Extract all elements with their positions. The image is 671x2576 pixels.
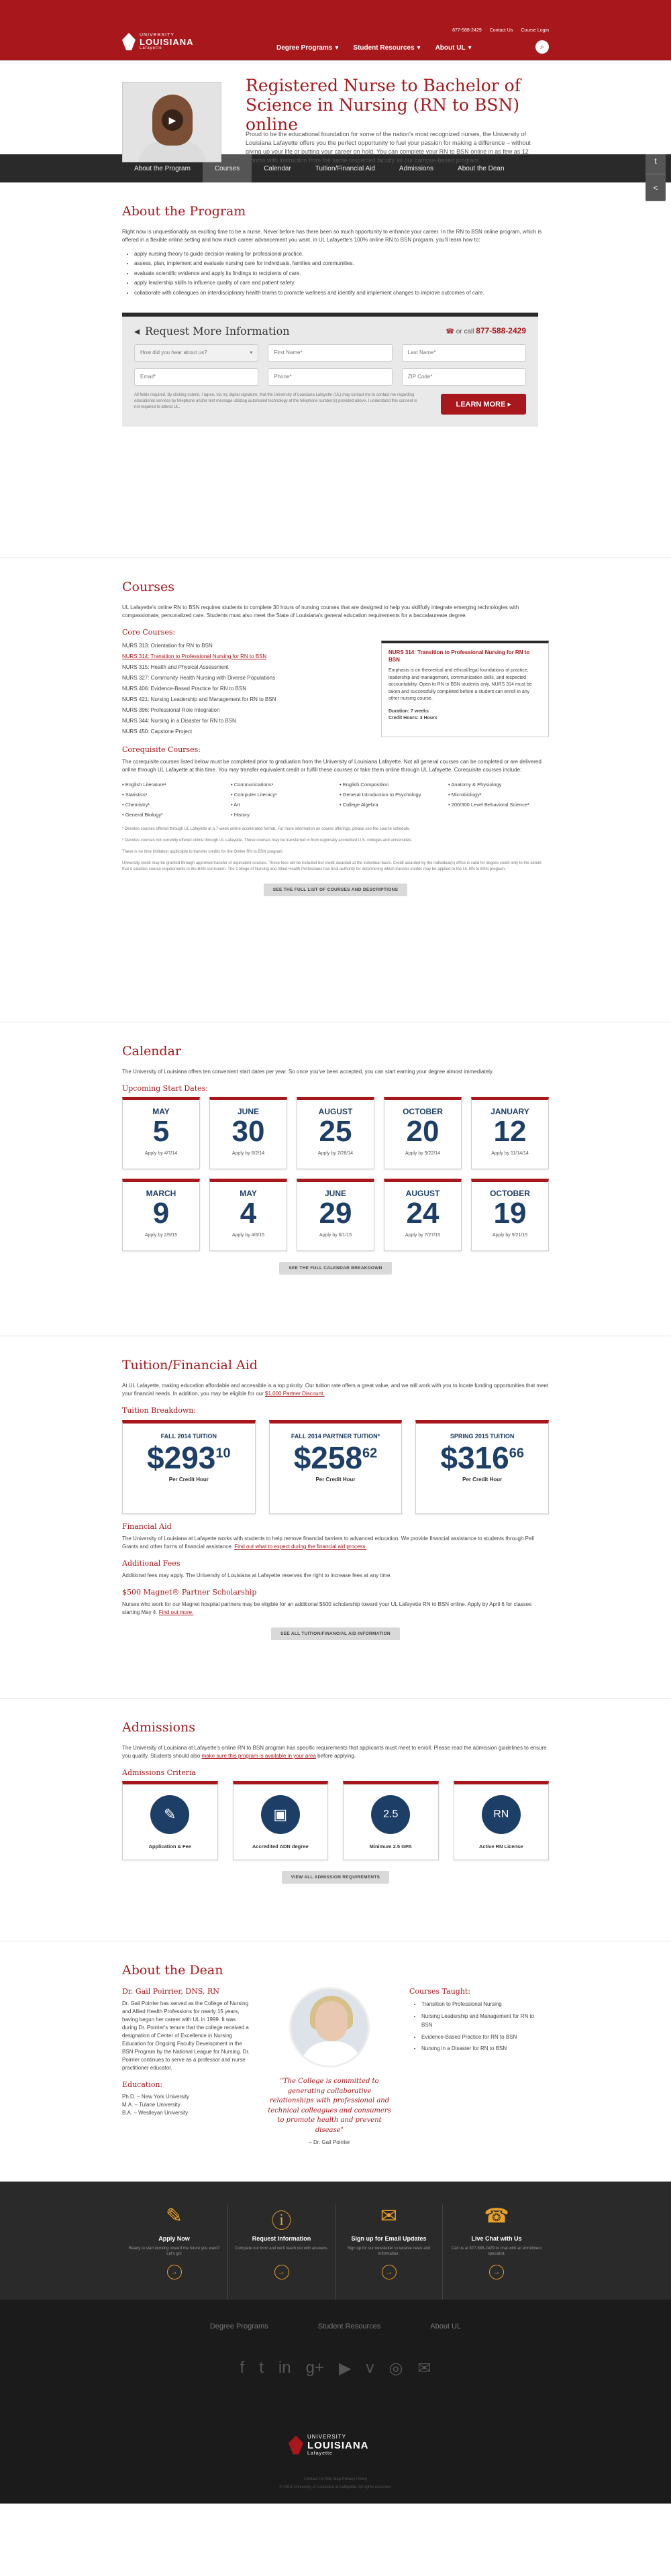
form-title-text: Request More Information — [145, 324, 290, 337]
coreq-col — [231, 780, 331, 820]
tuition-section — [0, 1336, 671, 1699]
chevron-left-icon: ◂ — [134, 324, 140, 337]
course-detail-card — [381, 641, 549, 737]
criteria-card — [122, 1781, 218, 1860]
list-item: • Chemistry¹ — [122, 802, 150, 808]
cta-sub: Sign up for our newsletter to receive news and information. — [347, 2247, 431, 2257]
courses-taught-column — [409, 1987, 537, 2145]
coreq-course: General Biology¹ — [125, 812, 163, 818]
tuition-unit: Per Credit Hour — [462, 1477, 503, 1483]
list-item: • Evidence-Based Practice for RN to BSN — [421, 2033, 537, 2042]
coreq-course: Microbiology¹ — [451, 792, 482, 798]
tuition-card — [122, 1420, 256, 1514]
license-icon: RN — [482, 1795, 521, 1834]
chevron-down-icon: ▾ — [468, 44, 472, 52]
form-title — [134, 325, 290, 337]
financial-aid-title: Financial Aid — [122, 1522, 172, 1531]
logo-line-3: Lafayette — [140, 46, 162, 50]
criteria-card — [454, 1781, 550, 1860]
play-icon[interactable]: ▶ — [162, 109, 183, 131]
cta-label: Request Information — [252, 2235, 311, 2242]
arrow-right-icon[interactable]: → — [382, 2265, 397, 2279]
phone-number: 877-588-2429 — [476, 326, 526, 336]
day: 24 — [406, 1197, 440, 1230]
coreq-col — [448, 780, 549, 820]
chevron-down-icon: ▾ — [250, 350, 253, 356]
apply-by: Apply by 4/6/15 — [231, 1233, 265, 1238]
day: 4 — [240, 1197, 257, 1230]
about-bullets — [134, 250, 549, 298]
zip-field[interactable]: ZIP Code* — [402, 368, 526, 386]
site-header — [0, 0, 671, 60]
education-item: B.A. – Weslleyan University — [122, 2110, 189, 2116]
tuition-card — [415, 1420, 549, 1514]
tab-courses[interactable]: Courses — [203, 154, 252, 182]
tuition-dollars: $316 — [440, 1440, 509, 1475]
cta-label: Apply Now — [158, 2235, 190, 2242]
chevron-down-icon: ▾ — [417, 44, 421, 52]
phone-icon: ☎ — [446, 328, 455, 336]
admissions-title: Admissions — [122, 1720, 195, 1735]
portrait-body — [301, 2041, 362, 2068]
arrow-right-icon[interactable]: → — [274, 2265, 289, 2279]
tuition-card — [269, 1420, 403, 1514]
utility-login[interactable]: Course Login — [521, 28, 549, 33]
form-phone[interactable] — [446, 326, 526, 335]
coreq-grid — [122, 780, 549, 820]
footnote: ¹ Denotes courses offered through UL Lafayette at a 7-week online accelerated format. For more information on course offerings, please see the course schedule. — [122, 827, 411, 831]
apply-by: Apply by 6/2/14 — [231, 1151, 265, 1157]
course-link[interactable]: NURS 450: Capstone Project — [122, 729, 193, 735]
chevron-down-icon: ▾ — [335, 44, 339, 52]
apply-by: Apply by 2/9/15 — [144, 1233, 178, 1238]
month: JUNE — [237, 1107, 259, 1116]
list-item: • General Biology¹ — [122, 812, 163, 818]
list-item: • Transition to Professional Nursing — [421, 2000, 537, 2009]
tuition-boxes — [122, 1420, 549, 1514]
tuition-cents: 10 — [215, 1446, 231, 1461]
list-item: • College Algebra — [340, 802, 378, 808]
dean-signature: – Dr. Gail Poirrier — [309, 2139, 350, 2145]
twitter-icon[interactable]: t — [646, 148, 666, 174]
footer-link[interactable]: Student Resources — [317, 2322, 381, 2330]
list-item: • General Introduction to Psychology — [340, 792, 421, 798]
magnet-title: $500 Magnet® Partner Scholarship — [122, 1588, 257, 1597]
cta-email-updates[interactable] — [336, 2204, 443, 2300]
hero-video[interactable] — [122, 82, 221, 162]
financial-aid-link[interactable]: Find out what to expect during the financial aid process. — [234, 1544, 367, 1550]
tab-calendar[interactable]: Calendar — [264, 164, 291, 172]
cta-sub: Ready to start working toward the future you want? Let's go! — [128, 2247, 220, 2257]
coreq-course: Computer Literacy¹ — [234, 792, 277, 798]
gpa-icon: 2.5 — [371, 1795, 410, 1834]
fleur-de-lis-icon — [122, 33, 136, 50]
email-field[interactable]: Email* — [134, 368, 258, 386]
cta-sub: Complete our form and we'll reach out with answers. — [234, 2247, 329, 2251]
envelope-icon: ✉ — [380, 2205, 398, 2227]
select-value: How did you hear about us? — [140, 350, 207, 356]
list-item: • English Composition — [340, 782, 389, 788]
instagram-icon[interactable]: ◎ — [389, 2359, 403, 2377]
coreq-course: College Algebra — [342, 802, 378, 808]
phone-prefix: or call — [456, 328, 474, 336]
financial-aid-wrap — [122, 1535, 549, 1551]
about-title: About the Program — [122, 204, 246, 219]
footnote: ² Denotes courses not currently offered online through UL Lafayette. These courses may be transferred in from regionally accredited U.S. colleges and universities. — [122, 839, 413, 843]
logo-line-1: UNIVERSITY — [307, 2434, 347, 2440]
tuition-cents: 66 — [509, 1446, 524, 1461]
calendar-intro: The University of Louisiana offers ten convenient start dates per year. So once you've been accepted, you can start earning your degree almost immediately. — [122, 1069, 494, 1075]
coreq-label: Corequisite Courses: — [122, 745, 201, 754]
start-date-card — [384, 1179, 462, 1251]
start-dates-label: Upcoming Start Dates: — [122, 1084, 209, 1093]
cta-sub: Call us at 877-588-2429 or chat with an enrollment specialist. — [451, 2247, 542, 2257]
about-section — [0, 182, 671, 558]
month: MARCH — [146, 1189, 176, 1198]
main-nav — [276, 44, 472, 52]
tuition-cents: 62 — [362, 1446, 378, 1461]
arrow-right-icon[interactable]: → — [167, 2265, 182, 2279]
dean-quote-column — [266, 1987, 393, 2145]
logo-line-2: LOUISIANA — [307, 2440, 369, 2451]
utility-links — [452, 28, 549, 33]
request-info-form — [122, 313, 538, 427]
footnote: University credit may be granted through approved transfer of equivalent courses. These fees will be included but credit awarded at the individual basis. Credit awarded by the individual(s) office is valid for degree credit only to the extent that it satisfies course requirements in the BSN curriculum. The College of Nursing and Allied Health Professions has final authority for determining which transfer credits may be applied to the UL RN to BSN program. — [122, 861, 541, 871]
tuition-unit: Per Credit Hour — [315, 1477, 356, 1483]
courses-taught-title: Courses Taught: — [409, 1987, 471, 1996]
coreq-course: General Introduction to Psychology — [342, 792, 421, 798]
list-item: • History — [231, 812, 250, 818]
tab-admissions[interactable]: Admissions — [399, 164, 434, 172]
admission-requirements-button[interactable]: VIEW ALL ADMISSION REQUIREMENTS — [282, 1871, 390, 1884]
footer-legal-links[interactable]: Contact Us Site Map Privacy Policy — [303, 2477, 368, 2481]
apply-by: Apply by 6/1/15 — [319, 1233, 352, 1238]
education-title: Education: — [122, 2080, 163, 2089]
core-courses-label: Core Courses: — [122, 628, 176, 637]
share-icon[interactable]: < — [646, 174, 666, 201]
admissions-section — [0, 1699, 671, 1941]
start-date-card — [297, 1097, 374, 1169]
apply-by: Apply by 7/27/15 — [405, 1233, 441, 1238]
copyright — [0, 2475, 671, 2491]
list-item: • Anatomy & Physiology — [448, 782, 502, 788]
dean-bio: Dr. Gail Poirrier has served as the College of Nursing and Allied Health Professions for nearly 15 years, having begun her career with UL in 1999. It was during Dr. Poirrier's tenure that the college received a designation of Center of Excellence in Nursing Education for Ongoing Faculty Development in the BSN Program by the National League for Nursing. Dr. Poirrier continues to serve as a professor and nurse practitioner educator. — [122, 2000, 250, 2071]
month: AUGUST — [405, 1189, 440, 1198]
start-date-card — [209, 1179, 287, 1251]
dean-title: About the Dean — [122, 1963, 223, 1978]
coreq-course: Communications¹ — [234, 782, 274, 788]
criteria-label: Application & Fee — [148, 1843, 191, 1849]
cta-label: Sign up for Email Updates — [351, 2235, 427, 2242]
admissions-criteria-label: Admissions Criteria — [122, 1768, 197, 1777]
day: 29 — [319, 1197, 352, 1230]
availability-link[interactable]: make sure this program is available in your area — [201, 1753, 316, 1759]
start-date-card — [122, 1097, 200, 1169]
apply-by: Apply by 4/7/14 — [144, 1151, 178, 1157]
magnet-wrap — [122, 1601, 549, 1617]
list-item: • Nursing in a Disaster for RN to BSN — [421, 2044, 537, 2053]
site-logo[interactable] — [122, 30, 203, 54]
criteria-card — [233, 1781, 329, 1860]
nav-degree-programs[interactable] — [276, 44, 338, 52]
tab-about-dean[interactable]: About the Dean — [458, 164, 505, 172]
admissions-intro: The University of Louisiana at Lafayette's online RN to BSN program has specific requirements that applicants must meet to enroll. Please read the admission guidelines to ensure you qualify. Students should also — [122, 1745, 547, 1759]
list-item: • evaluate scientific evidence and apply its findings to recipients of care. — [134, 269, 549, 278]
partner-discount-link[interactable]: $1,000 Partner Discount. — [265, 1391, 325, 1397]
start-date-grid — [122, 1097, 549, 1251]
fleur-de-lis-icon — [289, 2436, 303, 2455]
calendar-title: Calendar — [122, 1044, 181, 1059]
education-item: Ph.D. – New York University — [122, 2094, 190, 2100]
list-item: • Microbiology¹ — [448, 792, 482, 798]
month: OCTOBER — [403, 1107, 443, 1116]
list-item: • Art — [231, 802, 240, 808]
cta-request-info[interactable] — [228, 2204, 336, 2300]
apply-by: Apply by 7/28/14 — [317, 1151, 354, 1157]
core-course-list — [122, 641, 368, 737]
courses-section — [0, 558, 671, 1022]
footer-link[interactable]: About UL — [430, 2322, 462, 2330]
tuition-unit: Per Credit Hour — [168, 1477, 209, 1483]
utility-contact[interactable]: Contact Us — [489, 28, 513, 33]
tuition-breakdown-label: Tuition Breakdown: — [122, 1406, 197, 1415]
tuition-amount — [270, 1440, 402, 1477]
start-date-card — [384, 1097, 462, 1169]
day: 30 — [231, 1115, 265, 1148]
month: JANUARY — [491, 1107, 529, 1116]
tuition-intro-wrap — [122, 1382, 549, 1398]
footnote: These is no time limitation applicable to transfer credits for the Online RN to BSN program. — [122, 850, 284, 854]
day: 20 — [406, 1115, 440, 1148]
tuition-term: FALL 2014 PARTNER TUITION* — [291, 1433, 380, 1440]
form-disclaimer: All fields required. By clicking submit, I agree, via my digital signature, that the University of Louisiana Lafayette (UL) may contact me to contact me regarding educational services by telephone and/or text message utilizing automated technology at the telephone number(s) provided above. I understand this consent is not required to attend UL. — [134, 392, 417, 409]
start-date-card — [471, 1097, 549, 1169]
day: 5 — [152, 1115, 170, 1148]
coreq-course: Statistics¹ — [125, 792, 148, 798]
start-date-card — [122, 1179, 200, 1251]
criteria-label: Minimum 2.5 GPA — [369, 1843, 412, 1849]
utility-phone[interactable]: 877-588-2429 — [452, 28, 482, 33]
tuition-intro: At UL Lafayette, making education affordable and accessible is a top priority. Our tuition rate offers a great value, and we will work with you to locate funding opportunities that meet your financial needs. In addition, you may be eligible for our — [122, 1383, 549, 1397]
month: OCTOBER — [490, 1189, 530, 1198]
list-item: • 200/300 Level Behavioral Science¹ — [448, 802, 529, 808]
dean-bio-column — [122, 1987, 250, 2145]
list-item: • apply leadership skills to influence quality of care and patient safety. — [134, 278, 549, 288]
coreq-col — [340, 780, 440, 820]
last-name-field[interactable]: Last Name* — [402, 344, 526, 362]
course-link[interactable]: NURS 396: Professional Role Integration — [122, 707, 220, 713]
tuition-term: FALL 2014 TUITION — [160, 1433, 217, 1440]
tab-tuition[interactable]: Tuition/Financial Aid — [315, 164, 375, 172]
apply-by: Apply by 9/22/14 — [405, 1151, 441, 1157]
course-detail-body: Emphasis is on theoretical and ethical/legal foundations of practice, leadership and management, communication skills, and respected accountability. Open to RN to BSN students only. NURS 314 must be taken and successfully completed before a student can enroll in any other nursing course. — [389, 668, 532, 702]
social-links — [0, 2330, 671, 2378]
additional-fees-body: Additional fees may apply. The University of Louisiana at Lafayette reserves the right to increase fees at any time. — [122, 1572, 392, 1578]
month: MAY — [152, 1107, 170, 1116]
dean-portrait — [289, 1987, 370, 2068]
course-link[interactable]: NURS 314: Transition to Professional Nursing for RN to BSN — [122, 653, 267, 659]
dean-section — [0, 1941, 671, 2182]
footer-logo[interactable] — [289, 2434, 369, 2456]
magnet-link[interactable]: Find out more. — [158, 1609, 194, 1615]
referral-select[interactable] — [134, 344, 258, 362]
coreq-course: Chemistry¹ — [125, 802, 150, 808]
arrow-right-icon[interactable]: → — [489, 2265, 504, 2279]
day: 9 — [152, 1197, 170, 1230]
email-icon[interactable]: ✉ — [417, 2359, 431, 2377]
about-intro: Right now is unquestionably an exciting time to be a nurse. Never before has there been so much opportunity to enhance your career. In the RN to BSN online program, which is offered in a flexible online setting and how much career advancement you want, in UL Lafayette's 100% online RN to BSN program, you'll learn how to: — [122, 229, 542, 243]
tuition-term: SPRING 2015 TUITION — [450, 1433, 515, 1440]
coreq-col — [122, 780, 223, 820]
list-item: • Statistics¹ — [122, 792, 148, 798]
site-footer — [0, 2300, 671, 2504]
logo-line-3: Lafayette — [307, 2451, 333, 2456]
tuition-dollars: $258 — [293, 1440, 363, 1475]
twitter-icon[interactable]: t — [259, 2359, 264, 2377]
day: 12 — [493, 1115, 527, 1148]
nav-label: About UL — [435, 44, 466, 52]
list-item: • Communications¹ — [231, 782, 274, 788]
headset-icon: ☎ — [484, 2205, 509, 2227]
month: MAY — [240, 1189, 257, 1198]
logo-line-1: UNIVERSITY — [140, 33, 175, 38]
admissions-criteria — [122, 1781, 549, 1860]
phone-field[interactable]: Phone* — [268, 368, 392, 386]
cta-label: Live Chat with Us — [471, 2235, 522, 2242]
footer-link[interactable]: Degree Programs — [209, 2322, 268, 2330]
hero — [0, 60, 671, 164]
copyright-text: © 2014 University of Louisiana at Lafayette. All rights reserved. — [279, 2485, 392, 2489]
facebook-icon[interactable]: f — [240, 2359, 245, 2377]
list-item: • assess, plan, implement and evaluate nursing care for individuals, families and communities. — [134, 259, 549, 268]
month: AUGUST — [318, 1107, 353, 1116]
footer-links — [0, 2300, 671, 2330]
criteria-label: Active RN License — [479, 1843, 523, 1849]
tuition-title: Tuition/Financial Aid — [122, 1358, 258, 1373]
linkedin-icon[interactable]: in — [278, 2359, 291, 2377]
cta-live-chat[interactable] — [443, 2204, 550, 2300]
apply-by: Apply by 9/21/15 — [492, 1233, 528, 1238]
nav-about-ul[interactable] — [435, 44, 472, 52]
course-detail-title: NURS 314: Transition to Professional Nursing for RN to BSN — [389, 649, 530, 663]
list-item: • Nursing Leadership and Management for RN to BSN — [421, 2012, 537, 2030]
admissions-intro-end: before applying. — [317, 1753, 356, 1759]
apply-by: Apply by 11/14/14 — [491, 1151, 529, 1157]
magnet-body: Nurses who work for our Magnet hospital partners may be eligible for an additional $500 scholarship toward your UL Lafayette RN to BSN online. Apply by April 6 for classes starting May 4. — [122, 1601, 532, 1615]
learn-more-button[interactable]: LEARN MORE ▸ — [441, 394, 526, 415]
course-credit: Credit Hours: 3 Hours — [389, 716, 437, 721]
youtube-icon[interactable]: ▶ — [338, 2359, 352, 2377]
diploma-icon: ▣ — [261, 1795, 300, 1834]
day: 19 — [493, 1197, 527, 1230]
cta-apply[interactable] — [121, 2204, 228, 2300]
tuition-dollars: $293 — [147, 1440, 216, 1475]
coreq-course: Anatomy & Physiology — [451, 782, 502, 788]
course-link[interactable]: NURS 327: Community Health Nursing with Diverse Populations — [122, 675, 276, 681]
coreq-course: History — [234, 812, 250, 818]
additional-fees-title: Additional Fees — [122, 1559, 180, 1568]
coreq-course: 200/300 Level Behavioral Science¹ — [451, 802, 529, 808]
cta-bar — [0, 2182, 671, 2300]
course-link[interactable]: NURS 344: Nursing in a Disaster for RN to BSN — [122, 718, 236, 724]
coreq-course: English Composition — [342, 782, 389, 788]
first-name-field[interactable]: First Name* — [268, 344, 392, 362]
full-calendar-button[interactable]: SEE THE FULL CALENDAR BREAKDOWN — [279, 1262, 391, 1275]
google-plus-icon[interactable]: g+ — [305, 2359, 324, 2377]
education-item: M.A. – Tulane University — [122, 2102, 180, 2108]
nav-label: Student Resources — [353, 44, 415, 52]
list-item: • Computer Literacy¹ — [231, 792, 277, 798]
start-date-card — [297, 1179, 374, 1251]
admissions-intro-wrap — [122, 1744, 549, 1760]
day: 25 — [319, 1115, 352, 1148]
portrait-face — [315, 2001, 348, 2041]
criteria-label: Accredited ADN degree — [252, 1843, 309, 1849]
criteria-card — [343, 1781, 439, 1860]
course-link[interactable]: NURS 313: Orientation for RN to BSN — [122, 643, 213, 649]
start-date-card — [471, 1179, 549, 1251]
nav-label: Degree Programs — [276, 44, 333, 52]
course-link[interactable]: NURS 315: Health and Physical Assessment — [122, 664, 229, 670]
tuition-amount — [416, 1440, 548, 1477]
financial-aid-body: The University of Louisiana at Lafayette works with students to help remove financial barriers to advanced education. We provide financial assistance to students through Pell Grants and other forms of financial assistance. — [122, 1536, 534, 1550]
tab-about-program[interactable]: About the Program — [134, 164, 191, 172]
full-course-list-button[interactable]: SEE THE FULL LIST OF COURSES AND DESCRIPTIONS — [264, 883, 408, 896]
courses-title: Courses — [122, 580, 175, 594]
coreq-course: Art — [234, 802, 240, 808]
coreq-intro: The corequisite courses listed below must be completed prior to graduation from the University of Louisiana Lafayette. Not all general courses can be completed or are delivered online through UL Lafayette at this time. You may transfer equivalent credit or fulfill these courses or take them online through UL Lafayette. Corequisite courses include: — [122, 759, 541, 773]
application-icon: ✎ — [150, 1795, 189, 1834]
calendar-section — [0, 1022, 671, 1336]
info-icon: ⓘ — [271, 2210, 292, 2233]
courses-intro: UL Lafayette's online RN to BSN requires students to complete 30 hours of nursing courses that are designed to help you skillfully integrate emerging technologies with compassionate, personalized care. Students must also meet the State of Louisiana's general education requirements for a baccalaureate degree. — [122, 604, 519, 619]
course-duration: Duration: 7 weeks — [389, 708, 429, 714]
tuition-amount — [123, 1440, 255, 1477]
nav-student-resources[interactable] — [353, 44, 420, 52]
dean-name: Dr. Gail Poirrier, DNS, RN — [122, 1987, 219, 1996]
page-title: Registered Nurse to Bachelor of Science in Nursing (RN to BSN) online — [246, 76, 521, 134]
list-item: • English Literature¹ — [122, 782, 166, 788]
list-item: • apply nursing theory to guide decision-making for professional practice. — [134, 250, 549, 259]
pencil-icon: ✎ — [165, 2205, 183, 2227]
course-link[interactable]: NURS 406: Evidence-Based Practice for RN to BSN — [122, 686, 246, 692]
month: JUNE — [324, 1189, 346, 1198]
search-icon[interactable]: ⌕ — [535, 40, 549, 54]
coreq-course: English Literature¹ — [125, 782, 166, 788]
vimeo-icon[interactable]: v — [366, 2359, 374, 2377]
tuition-info-button[interactable]: SEE ALL TUITION/FINANCIAL AID INFORMATION — [271, 1627, 400, 1640]
hero-intro: Proud to be the educational foundation for some of the nation's most recognized nurses, the University of Louisiana Lafayette offers you the perfect opportunity to fuel your passion for making a difference – without giving up your life or putting your career on hold. You can complete your RN to BSN online in as few as 12 months with instruction from the same respected faculty as our campus-based program. — [246, 131, 531, 164]
start-date-card — [209, 1097, 287, 1169]
dean-quote: "The College is committed to generating collaborative relationships with professional and technical colleagues and consumers to promote health and prevent disease" — [268, 2078, 391, 2134]
course-link[interactable]: NURS 421: Nursing Leadership and Management for RN to BSN — [122, 696, 276, 702]
list-item: • collaborate with colleagues on interdisciplinary health teams to promote wellness and identify and implement changes to improve outcomes of care. — [134, 288, 549, 298]
logo-line-2: LOUISIANA — [140, 37, 194, 47]
